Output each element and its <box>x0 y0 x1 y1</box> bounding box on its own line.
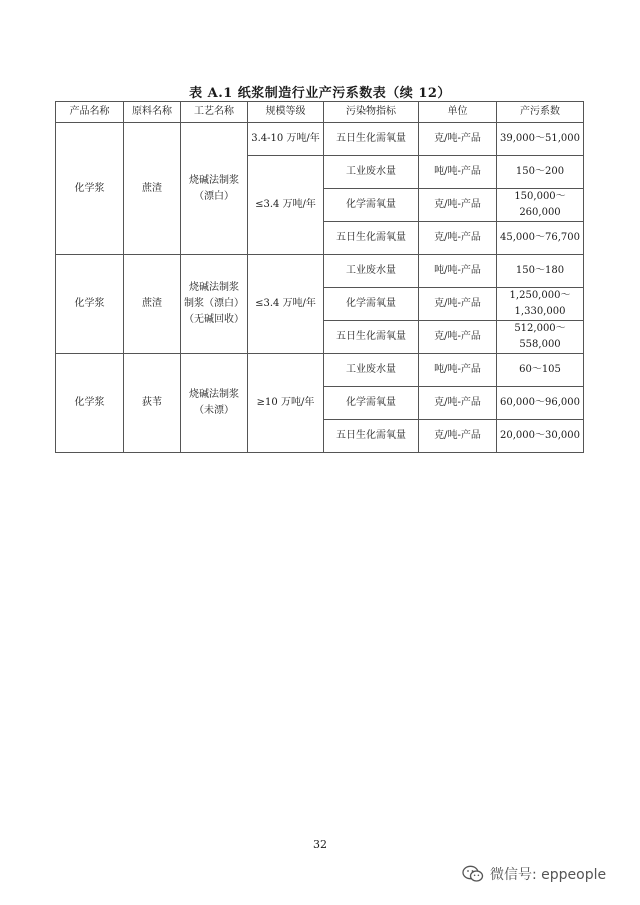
process-line: 烧碱法制浆 <box>189 282 239 293</box>
unit-cell: 吨/吨-产品 <box>419 255 497 288</box>
material-cell: 荻苇 <box>124 354 181 453</box>
indicator-cell: 化学需氧量 <box>324 189 419 222</box>
process-line: 制浆（漂白） <box>184 298 244 309</box>
header-indicator: 污染物指标 <box>324 102 419 123</box>
unit-cell: 克/吨-产品 <box>419 222 497 255</box>
table-row <box>56 123 584 156</box>
scale-cell: ≤3.4 万吨/年 <box>248 156 324 255</box>
unit-cell: 吨/吨-产品 <box>419 156 497 189</box>
indicator-cell: 工业废水量 <box>324 255 419 288</box>
indicator-cell: 五日生化需氧量 <box>324 321 419 354</box>
coefficient-line: 1,250,000～ <box>509 290 571 301</box>
page-number: 32 <box>313 838 327 851</box>
coefficient-line: 512,000～558,000 <box>514 323 566 350</box>
process-line: （无碱回收） <box>184 314 244 325</box>
process-line: 烧碱法制浆 <box>189 389 239 400</box>
process-line: （漂白） <box>194 190 234 202</box>
unit-cell: 克/吨-产品 <box>419 189 497 222</box>
indicator-cell: 工业废水量 <box>324 354 419 387</box>
coefficient-line: 150,000～260,000 <box>514 191 566 218</box>
indicator-cell: 五日生化需氧量 <box>324 123 419 156</box>
unit-cell: 克/吨-产品 <box>419 321 497 354</box>
header-scale: 规模等级 <box>248 102 324 123</box>
scale-cell: 3.4-10 万吨/年 <box>248 123 324 156</box>
product-cell: 化学浆 <box>56 354 124 453</box>
wechat-icon <box>462 865 484 883</box>
indicator-cell: 五日生化需氧量 <box>324 420 419 453</box>
header-process: 工艺名称 <box>181 102 248 123</box>
scale-cell: ≤3.4 万吨/年 <box>248 255 324 354</box>
indicator-cell: 五日生化需氧量 <box>324 222 419 255</box>
coefficient-cell <box>497 222 584 255</box>
coefficient-line: 20,000～30,000 <box>500 430 580 441</box>
indicator-cell: 化学需氧量 <box>324 288 419 321</box>
coefficient-line: 45,000～76,700 <box>500 232 580 243</box>
header-material: 原料名称 <box>124 102 181 123</box>
material-cell: 蔗渣 <box>124 123 181 255</box>
unit-cell: 克/吨-产品 <box>419 387 497 420</box>
header-coefficient: 产污系数 <box>497 102 584 123</box>
unit-cell: 克/吨-产品 <box>419 288 497 321</box>
unit-cell: 吨/吨-产品 <box>419 354 497 387</box>
header-product: 产品名称 <box>56 102 124 123</box>
header-row <box>56 102 584 123</box>
coefficient-line: 60～105 <box>519 364 561 375</box>
coefficient-cell <box>497 354 584 387</box>
process-cell <box>181 354 248 453</box>
coefficient-cell <box>497 387 584 420</box>
coefficient-line: 60,000～96,000 <box>500 397 580 408</box>
coefficient-cell <box>497 189 584 222</box>
product-cell: 化学浆 <box>56 255 124 354</box>
process-line: （未漂） <box>194 405 234 416</box>
coefficient-cell <box>497 156 584 189</box>
process-cell <box>181 123 248 255</box>
header-unit: 单位 <box>419 102 497 123</box>
coefficient-cell <box>497 288 584 321</box>
process-cell <box>181 255 248 354</box>
pollution-coefficient-table <box>55 101 584 453</box>
product-cell: 化学浆 <box>56 123 124 255</box>
coefficient-line: 150～200 <box>515 166 565 177</box>
scale-cell: ≥10 万吨/年 <box>248 354 324 453</box>
process-line: 烧碱法制浆 <box>189 174 239 186</box>
table-row <box>56 255 584 288</box>
wechat-watermark <box>462 864 606 884</box>
table-row <box>56 354 584 387</box>
coefficient-line: 150～180 <box>515 265 565 276</box>
watermark-text: 微信号: eppeople <box>490 867 607 883</box>
coefficient-line: 1,330,000 <box>514 306 566 317</box>
coefficient-cell <box>497 321 584 354</box>
table-title: 表 A.1 纸浆制造行业产污系数表（续 12） <box>189 86 451 101</box>
coefficient-line: 39,000～51,000 <box>500 133 580 144</box>
indicator-cell: 工业废水量 <box>324 156 419 189</box>
indicator-cell: 化学需氧量 <box>324 387 419 420</box>
coefficient-cell <box>497 420 584 453</box>
material-cell: 蔗渣 <box>124 255 181 354</box>
unit-cell: 克/吨-产品 <box>419 123 497 156</box>
coefficient-cell <box>497 255 584 288</box>
coefficient-cell <box>497 123 584 156</box>
unit-cell: 克/吨-产品 <box>419 420 497 453</box>
